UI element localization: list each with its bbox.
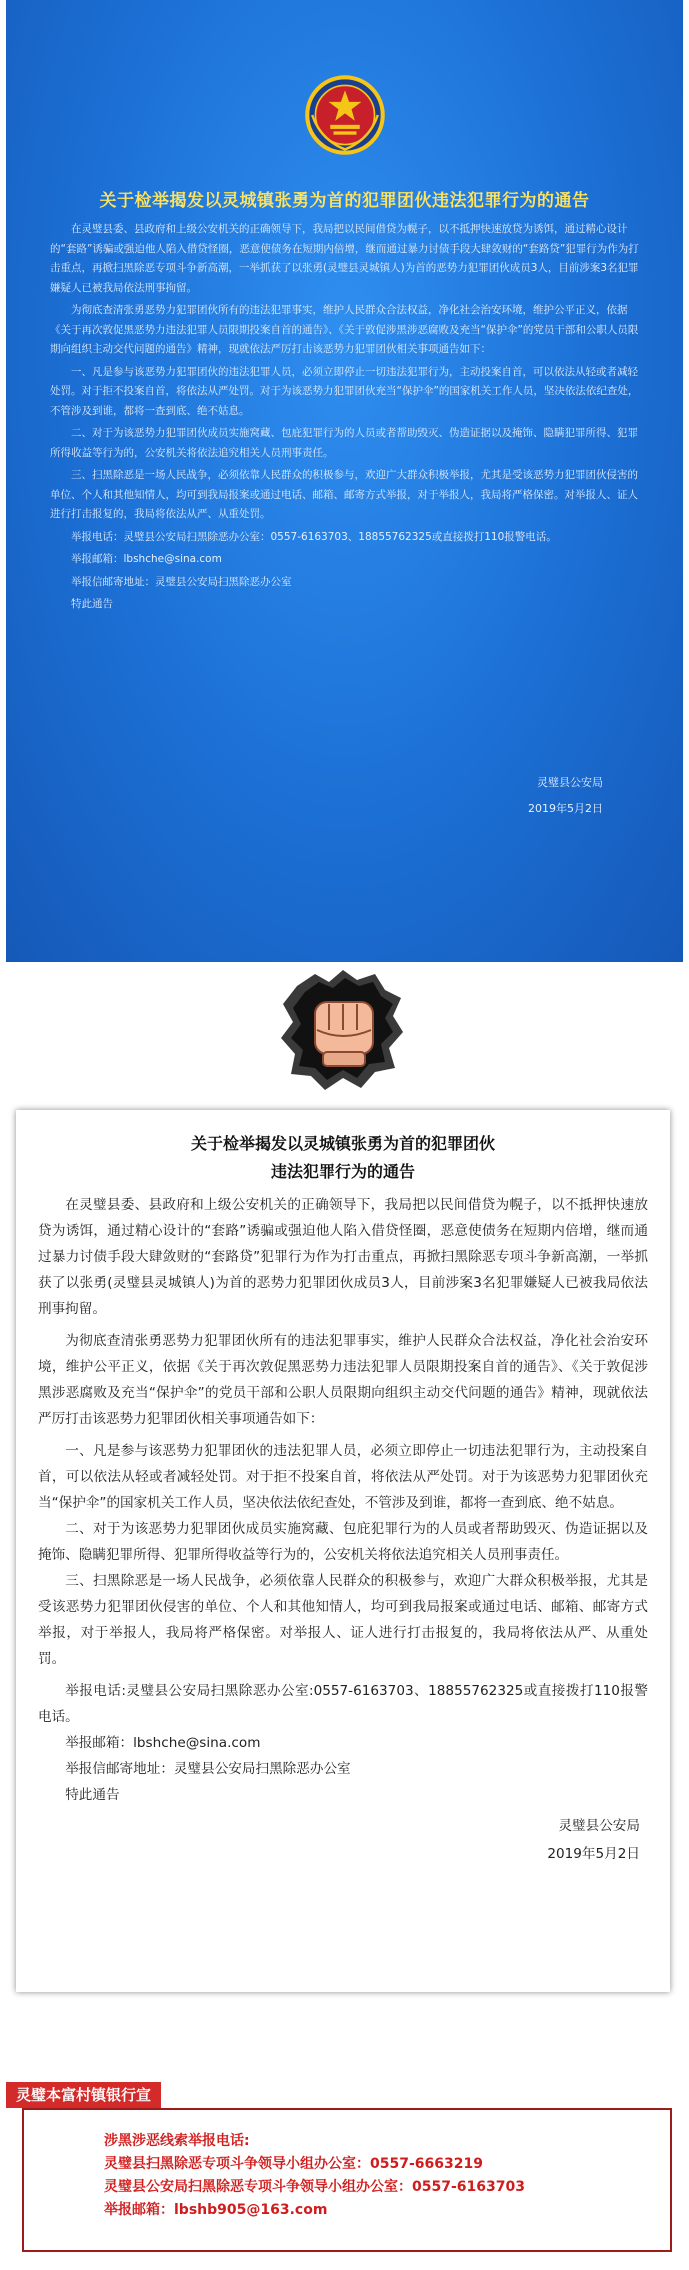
poster-paragraph: 在灵璧县委、县政府和上级公安机关的正确领导下，我局把以民间借贷为幌子，以不抵押快速放贷为诱饵，通过精心设计的“套路”诱骗或强迫他人陷入借贷怪圈，恶意使债务在短期内倍增，继而通过暴力讨债手段大肆敛财的“套路贷”犯罪行为作为打击重点，再掀扫黑除恶专项斗争新高潮，一举抓获了以张勇(灵璧县灵城镇人)为首的恶势力犯罪团伙成员3人，目前涉案3名犯罪嫌疑人已被我局依法刑事拘留。: [50, 223, 639, 294]
poster-paragraph: 三、扫黑除恶是一场人民战争，必须依靠人民群众的积极参与，欢迎广大群众积极举报，尤其是受该恶势力犯罪团伙侵害的单位、个人和其他知情人，均可到我局报案或通过电话、邮箱、邮寄方式举报，对于举报人，我局将严格保密。对举报人、证人进行打击报复的，我局将依法从严、从重处罚。: [50, 469, 638, 520]
notice-contact: 举报邮箱：lbshche@sina.com: [65, 1735, 261, 1751]
poster-title: 关于检举揭发以灵城镇张勇为首的犯罪团伙违法犯罪行为的通告: [99, 191, 590, 211]
poster-paragraph: 为彻底查清张勇恶势力犯罪团伙所有的违法犯罪事实，维护人民群众合法权益，净化社会治安环境，维护公平正义，依据《关于再次敦促黑恶势力违法犯罪人员限期投案自首的通告》、《关于敦促涉黑涉恶腐败及充当“保护伞”的党员干部和公职人员限期向组织主动交代问题的通告》精神，现就依法严厉打击该恶势力犯罪团伙相关事项通告如下：: [50, 304, 639, 355]
bank-label: 灵璧本富村镇银行宣: [6, 2082, 161, 2108]
bank-report-box: [22, 2108, 672, 2252]
notice-paragraph: 一、凡是参与该恶势力犯罪团伙的违法犯罪人员，必须立即停止一切违法犯罪行为，主动投案自首，可以依法从轻或者减轻处罚。对于拒不投案自首，将依法从严处罚。对于为该恶势力犯罪团伙充当“保护伞”的国家机关工作人员，坚决依法依纪查处，不管涉及到谁，都将一查到底、绝不姑息。: [38, 1443, 648, 1511]
notice-title-line: 违法犯罪行为的通告: [270, 1162, 415, 1181]
poster-contact: 举报电话：灵璧县公安局扫黑除恶办公室：0557-6163703、18855762325或直接拨打110报警电话。: [71, 530, 557, 543]
poster-contact: 举报邮箱：lbshche@sina.com: [71, 553, 222, 565]
notice-contact: 举报电话:灵璧县公安局扫黑除恶办公室:0557-6163703、18855762325或直接拨打110报警电话。: [38, 1683, 648, 1725]
poster-contact: 特此通告: [71, 598, 113, 610]
notice-date: 2019年5月2日: [547, 1846, 640, 1862]
notice-card: [16, 1110, 670, 1992]
poster-date: 2019年5月2日: [528, 802, 603, 815]
fist-icon: [277, 968, 407, 1093]
report-line: 举报邮箱：lbshb905@163.com: [104, 2202, 328, 2218]
poster-body: [50, 220, 639, 618]
police-notice-poster: [6, 0, 683, 962]
poster-paragraph: 二、对于为该恶势力犯罪团伙成员实施窝藏、包庇犯罪行为的人员或者帮助毁灭、伪造证据以及掩饰、隐瞒犯罪所得、犯罪所得收益等行为的，公安机关将依法追究相关人员刑事责任。: [50, 427, 638, 459]
notice-contact: 举报信邮寄地址：灵璧县公安局扫黑除恶办公室: [65, 1761, 351, 1777]
report-line: 灵璧县公安局扫黑除恶专项斗争领导小组办公室：0557-6163703: [104, 2179, 525, 2195]
notice-signature-block: [38, 1812, 648, 1868]
report-line: 灵璧县扫黑除恶专项斗争领导小组办公室：0557-6663219: [104, 2156, 483, 2172]
report-line: 涉黑涉恶线索举报电话:: [104, 2133, 250, 2149]
notice-title-line: 关于检举揭发以灵城镇张勇为首的犯罪团伙: [190, 1134, 495, 1153]
poster-paragraph: 一、凡是参与该恶势力犯罪团伙的违法犯罪人员，必须立即停止一切违法犯罪行为，主动投案自首，可以依法从轻或者减轻处罚。对于拒不投案自首，将依法从严处罚。对于为该恶势力犯罪团伙充当“保护伞”的国家机关工作人员，坚决依法依纪查处，不管涉及到谁，都将一查到底、绝不姑息。: [50, 365, 639, 417]
poster-contact: 举报信邮寄地址：灵璧县公安局扫黑除恶办公室: [71, 575, 292, 588]
notice-body: [38, 1192, 648, 1808]
poster-signature-block: [528, 770, 603, 822]
notice-paragraph: 三、扫黑除恶是一场人民战争，必须依靠人民群众的积极参与，欢迎广大群众积极举报，尤其是受该恶势力犯罪团伙侵害的单位、个人和其他知情人，均可到我局报案或通过电话、邮箱、邮寄方式举报，对于举报人，我局将严格保密。对举报人、证人进行打击报复的，我局将依法从严、从重处罚。: [38, 1573, 648, 1667]
poster-signature: 灵璧县公安局: [537, 776, 603, 789]
notice-contact: 特此通告: [65, 1787, 120, 1803]
notice-signature: 灵璧县公安局: [558, 1818, 640, 1834]
notice-paragraph: 在灵璧县委、县政府和上级公安机关的正确领导下，我局把以民间借贷为幌子，以不抵押快速放贷为诱饵，通过精心设计的“套路”诱骗或强迫他人陷入借贷怪圈，恶意使债务在短期内倍增，继而通过暴力讨债手段大肆敛财的“套路贷”犯罪行为作为打击重点，再掀扫黑除恶专项斗争新高潮，一举抓获了以张勇(灵璧县灵城镇人)为首的恶势力犯罪团伙成员3人，目前涉案3名犯罪嫌疑人已被我局依法刑事拘留。: [38, 1197, 648, 1317]
notice-paragraph: 二、对于为该恶势力犯罪团伙成员实施窝藏、包庇犯罪行为的人员或者帮助毁灭、伪造证据以及掩饰、隐瞒犯罪所得、犯罪所得收益等行为的，公安机关将依法追究相关人员刑事责任。: [38, 1521, 648, 1563]
police-badge-icon: [304, 74, 386, 156]
notice-title: [38, 1130, 648, 1186]
notice-paragraph: 为彻底查清张勇恶势力犯罪团伙所有的违法犯罪事实，维护人民群众合法权益，净化社会治安环境，维护公平正义，依据《关于再次敦促黑恶势力违法犯罪人员限期投案自首的通告》、《关于敦促涉黑涉恶腐败及充当“保护伞”的党员干部和公职人员限期向组织主动交代问题的通告》精神，现就依法严厉打击该恶势力犯罪团伙相关事项通告如下：: [38, 1333, 648, 1427]
